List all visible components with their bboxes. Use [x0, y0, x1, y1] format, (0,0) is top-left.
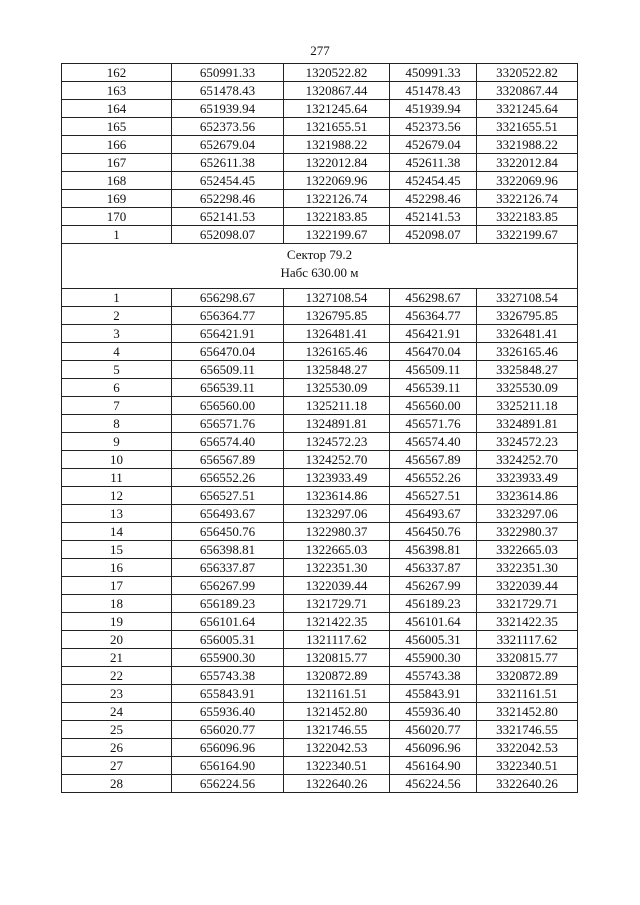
- point-number-cell: 1: [62, 226, 172, 244]
- y2-cell: 3326795.85: [477, 307, 578, 325]
- y1-cell: 1322665.03: [284, 541, 390, 559]
- y1-cell: 1322126.74: [284, 190, 390, 208]
- x2-cell: 455936.40: [390, 703, 477, 721]
- point-number-cell: 170: [62, 208, 172, 226]
- y2-cell: 3322126.74: [477, 190, 578, 208]
- x1-cell: 650991.33: [172, 64, 284, 82]
- x2-cell: 455843.91: [390, 685, 477, 703]
- point-number-cell: 168: [62, 172, 172, 190]
- x2-cell: 456527.51: [390, 487, 477, 505]
- x1-cell: 651478.43: [172, 82, 284, 100]
- point-number-cell: 27: [62, 757, 172, 775]
- table-row: [62, 118, 578, 136]
- x1-cell: 656567.89: [172, 451, 284, 469]
- table-row: [62, 100, 578, 118]
- table-row: [62, 64, 578, 82]
- table-row: [62, 739, 578, 757]
- x2-cell: 456189.23: [390, 595, 477, 613]
- x2-cell: 452373.56: [390, 118, 477, 136]
- x2-cell: 450991.33: [390, 64, 477, 82]
- y1-cell: 1320867.44: [284, 82, 390, 100]
- x2-cell: 456020.77: [390, 721, 477, 739]
- table-row: [62, 703, 578, 721]
- y2-cell: 3324252.70: [477, 451, 578, 469]
- x2-cell: 456571.76: [390, 415, 477, 433]
- point-number-cell: 23: [62, 685, 172, 703]
- x1-cell: 655900.30: [172, 649, 284, 667]
- x1-cell: 656398.81: [172, 541, 284, 559]
- point-number-cell: 9: [62, 433, 172, 451]
- table-row: [62, 775, 578, 793]
- x2-cell: 456005.31: [390, 631, 477, 649]
- y2-cell: 3321422.35: [477, 613, 578, 631]
- point-number-cell: 4: [62, 343, 172, 361]
- table-row: [62, 154, 578, 172]
- y1-cell: 1323297.06: [284, 505, 390, 523]
- y2-cell: 3320867.44: [477, 82, 578, 100]
- y2-cell: 3327108.54: [477, 289, 578, 307]
- x1-cell: 656493.67: [172, 505, 284, 523]
- x1-cell: 655843.91: [172, 685, 284, 703]
- table-row: [62, 343, 578, 361]
- y2-cell: 3323933.49: [477, 469, 578, 487]
- point-number-cell: 5: [62, 361, 172, 379]
- y1-cell: 1321655.51: [284, 118, 390, 136]
- x2-cell: 456164.90: [390, 757, 477, 775]
- table-row: [62, 397, 578, 415]
- y2-cell: 3323297.06: [477, 505, 578, 523]
- x2-cell: 456560.00: [390, 397, 477, 415]
- point-number-cell: 12: [62, 487, 172, 505]
- x2-cell: 456450.76: [390, 523, 477, 541]
- x2-cell: 456539.11: [390, 379, 477, 397]
- point-number-cell: 10: [62, 451, 172, 469]
- x1-cell: 652679.04: [172, 136, 284, 154]
- y2-cell: 3325211.18: [477, 397, 578, 415]
- x1-cell: 652298.46: [172, 190, 284, 208]
- y2-cell: 3320872.89: [477, 667, 578, 685]
- x2-cell: 452611.38: [390, 154, 477, 172]
- point-number-cell: 8: [62, 415, 172, 433]
- y2-cell: 3322199.67: [477, 226, 578, 244]
- y2-cell: 3322980.37: [477, 523, 578, 541]
- table-row: [62, 208, 578, 226]
- point-number-cell: 164: [62, 100, 172, 118]
- table-row: [62, 172, 578, 190]
- y1-cell: 1322351.30: [284, 559, 390, 577]
- x2-cell: 452454.45: [390, 172, 477, 190]
- x2-cell: 456509.11: [390, 361, 477, 379]
- y1-cell: 1322039.44: [284, 577, 390, 595]
- x1-cell: 656571.76: [172, 415, 284, 433]
- y2-cell: 3324572.23: [477, 433, 578, 451]
- y1-cell: 1321161.51: [284, 685, 390, 703]
- y1-cell: 1324891.81: [284, 415, 390, 433]
- point-number-cell: 2: [62, 307, 172, 325]
- x1-cell: 656005.31: [172, 631, 284, 649]
- x1-cell: 656096.96: [172, 739, 284, 757]
- table-row: [62, 415, 578, 433]
- y1-cell: 1322012.84: [284, 154, 390, 172]
- point-number-cell: 14: [62, 523, 172, 541]
- x1-cell: 656224.56: [172, 775, 284, 793]
- y2-cell: 3322340.51: [477, 757, 578, 775]
- x1-cell: 656267.99: [172, 577, 284, 595]
- y2-cell: 3321655.51: [477, 118, 578, 136]
- y2-cell: 3321245.64: [477, 100, 578, 118]
- y1-cell: 1322069.96: [284, 172, 390, 190]
- table-row: [62, 190, 578, 208]
- y1-cell: 1321452.80: [284, 703, 390, 721]
- y1-cell: 1322042.53: [284, 739, 390, 757]
- y1-cell: 1322199.67: [284, 226, 390, 244]
- y2-cell: 3321161.51: [477, 685, 578, 703]
- y2-cell: 3321117.62: [477, 631, 578, 649]
- x1-cell: 652098.07: [172, 226, 284, 244]
- x1-cell: 656364.77: [172, 307, 284, 325]
- point-number-cell: 16: [62, 559, 172, 577]
- table-row: [62, 685, 578, 703]
- x2-cell: 452141.53: [390, 208, 477, 226]
- point-number-cell: 21: [62, 649, 172, 667]
- point-number-cell: 18: [62, 595, 172, 613]
- y2-cell: 3322640.26: [477, 775, 578, 793]
- y1-cell: 1321245.64: [284, 100, 390, 118]
- x2-cell: 456101.64: [390, 613, 477, 631]
- y1-cell: 1321746.55: [284, 721, 390, 739]
- table-row: [62, 289, 578, 307]
- y2-cell: 3326481.41: [477, 325, 578, 343]
- x2-cell: 456224.56: [390, 775, 477, 793]
- point-number-cell: 3: [62, 325, 172, 343]
- point-number-cell: 26: [62, 739, 172, 757]
- x1-cell: 655936.40: [172, 703, 284, 721]
- table-row: [62, 433, 578, 451]
- y1-cell: 1325848.27: [284, 361, 390, 379]
- y1-cell: 1322640.26: [284, 775, 390, 793]
- y1-cell: 1327108.54: [284, 289, 390, 307]
- y2-cell: 3321746.55: [477, 721, 578, 739]
- point-number-cell: 166: [62, 136, 172, 154]
- y1-cell: 1325211.18: [284, 397, 390, 415]
- y2-cell: 3320815.77: [477, 649, 578, 667]
- y1-cell: 1320522.82: [284, 64, 390, 82]
- y2-cell: 3321988.22: [477, 136, 578, 154]
- y1-cell: 1320815.77: [284, 649, 390, 667]
- y1-cell: 1323614.86: [284, 487, 390, 505]
- y2-cell: 3322183.85: [477, 208, 578, 226]
- point-number-cell: 15: [62, 541, 172, 559]
- point-number-cell: 163: [62, 82, 172, 100]
- x1-cell: 651939.94: [172, 100, 284, 118]
- point-number-cell: 17: [62, 577, 172, 595]
- x2-cell: 455900.30: [390, 649, 477, 667]
- point-number-cell: 1: [62, 289, 172, 307]
- point-number-cell: 167: [62, 154, 172, 172]
- y1-cell: 1326481.41: [284, 325, 390, 343]
- x1-cell: 656020.77: [172, 721, 284, 739]
- table-row: [62, 649, 578, 667]
- y1-cell: 1324572.23: [284, 433, 390, 451]
- y1-cell: 1321117.62: [284, 631, 390, 649]
- y2-cell: 3321452.80: [477, 703, 578, 721]
- x2-cell: 456567.89: [390, 451, 477, 469]
- x2-cell: 456267.99: [390, 577, 477, 595]
- table-row: [62, 487, 578, 505]
- point-number-cell: 7: [62, 397, 172, 415]
- x2-cell: 452679.04: [390, 136, 477, 154]
- y2-cell: 3326165.46: [477, 343, 578, 361]
- y2-cell: 3320522.82: [477, 64, 578, 82]
- y2-cell: 3322039.44: [477, 577, 578, 595]
- point-number-cell: 25: [62, 721, 172, 739]
- point-number-cell: 20: [62, 631, 172, 649]
- y1-cell: 1326165.46: [284, 343, 390, 361]
- table-row: [62, 82, 578, 100]
- table-row: [62, 361, 578, 379]
- point-number-cell: 169: [62, 190, 172, 208]
- page-number: 277: [310, 43, 330, 58]
- table-row: [62, 505, 578, 523]
- coordinates-table: [61, 63, 578, 793]
- x1-cell: 652454.45: [172, 172, 284, 190]
- table-row: [62, 136, 578, 154]
- x1-cell: 656539.11: [172, 379, 284, 397]
- point-number-cell: 6: [62, 379, 172, 397]
- table-row: [62, 559, 578, 577]
- table-row: [62, 379, 578, 397]
- y2-cell: 3322351.30: [477, 559, 578, 577]
- table-row: [62, 523, 578, 541]
- x2-cell: 452098.07: [390, 226, 477, 244]
- x2-cell: 456337.87: [390, 559, 477, 577]
- x1-cell: 655743.38: [172, 667, 284, 685]
- y1-cell: 1321988.22: [284, 136, 390, 154]
- x2-cell: 456421.91: [390, 325, 477, 343]
- table-row: [62, 631, 578, 649]
- x1-cell: 656527.51: [172, 487, 284, 505]
- x1-cell: 656450.76: [172, 523, 284, 541]
- y1-cell: 1321422.35: [284, 613, 390, 631]
- x1-cell: 656337.87: [172, 559, 284, 577]
- section-subtitle: Набс 630.00 м: [280, 265, 359, 280]
- table-body-first-block: [62, 64, 578, 244]
- table-row: [62, 226, 578, 244]
- section-title: Сектор 79.2: [286, 247, 353, 262]
- y2-cell: 3324891.81: [477, 415, 578, 433]
- y1-cell: 1323933.49: [284, 469, 390, 487]
- x2-cell: 455743.38: [390, 667, 477, 685]
- x2-cell: 456552.26: [390, 469, 477, 487]
- table-body-second-block: [62, 289, 578, 793]
- y2-cell: 3322042.53: [477, 739, 578, 757]
- table-section-header: [62, 244, 578, 289]
- x2-cell: 456298.67: [390, 289, 477, 307]
- y2-cell: 3325848.27: [477, 361, 578, 379]
- x1-cell: 656560.00: [172, 397, 284, 415]
- point-number-cell: 162: [62, 64, 172, 82]
- point-number-cell: 11: [62, 469, 172, 487]
- table-row: [62, 721, 578, 739]
- y1-cell: 1326795.85: [284, 307, 390, 325]
- x1-cell: 656552.26: [172, 469, 284, 487]
- x1-cell: 656509.11: [172, 361, 284, 379]
- x1-cell: 652611.38: [172, 154, 284, 172]
- y2-cell: 3322665.03: [477, 541, 578, 559]
- point-number-cell: 165: [62, 118, 172, 136]
- table-row: [62, 595, 578, 613]
- x1-cell: 656164.90: [172, 757, 284, 775]
- x2-cell: 456470.04: [390, 343, 477, 361]
- y2-cell: 3322069.96: [477, 172, 578, 190]
- point-number-cell: 28: [62, 775, 172, 793]
- table-row: [62, 757, 578, 775]
- y1-cell: 1322340.51: [284, 757, 390, 775]
- point-number-cell: 19: [62, 613, 172, 631]
- x1-cell: 656101.64: [172, 613, 284, 631]
- x2-cell: 456364.77: [390, 307, 477, 325]
- x2-cell: 456493.67: [390, 505, 477, 523]
- table-row: [62, 613, 578, 631]
- table-row: [62, 577, 578, 595]
- y2-cell: 3322012.84: [477, 154, 578, 172]
- y1-cell: 1322980.37: [284, 523, 390, 541]
- x2-cell: 456096.96: [390, 739, 477, 757]
- x1-cell: 656189.23: [172, 595, 284, 613]
- y1-cell: 1320872.89: [284, 667, 390, 685]
- table-row: [62, 451, 578, 469]
- table-row: [62, 307, 578, 325]
- section-header-row: [62, 244, 578, 289]
- section-header-cell: [62, 244, 578, 289]
- x1-cell: 652373.56: [172, 118, 284, 136]
- x1-cell: 656470.04: [172, 343, 284, 361]
- point-number-cell: 22: [62, 667, 172, 685]
- table-row: [62, 325, 578, 343]
- x1-cell: 656574.40: [172, 433, 284, 451]
- y1-cell: 1324252.70: [284, 451, 390, 469]
- table-row: [62, 541, 578, 559]
- point-number-cell: 24: [62, 703, 172, 721]
- x2-cell: 452298.46: [390, 190, 477, 208]
- x1-cell: 656298.67: [172, 289, 284, 307]
- y2-cell: 3321729.71: [477, 595, 578, 613]
- y2-cell: 3325530.09: [477, 379, 578, 397]
- x2-cell: 456574.40: [390, 433, 477, 451]
- y1-cell: 1322183.85: [284, 208, 390, 226]
- x1-cell: 656421.91: [172, 325, 284, 343]
- x1-cell: 652141.53: [172, 208, 284, 226]
- y2-cell: 3323614.86: [477, 487, 578, 505]
- table-row: [62, 469, 578, 487]
- x2-cell: 451478.43: [390, 82, 477, 100]
- point-number-cell: 13: [62, 505, 172, 523]
- x2-cell: 451939.94: [390, 100, 477, 118]
- y1-cell: 1325530.09: [284, 379, 390, 397]
- y1-cell: 1321729.71: [284, 595, 390, 613]
- table-row: [62, 667, 578, 685]
- x2-cell: 456398.81: [390, 541, 477, 559]
